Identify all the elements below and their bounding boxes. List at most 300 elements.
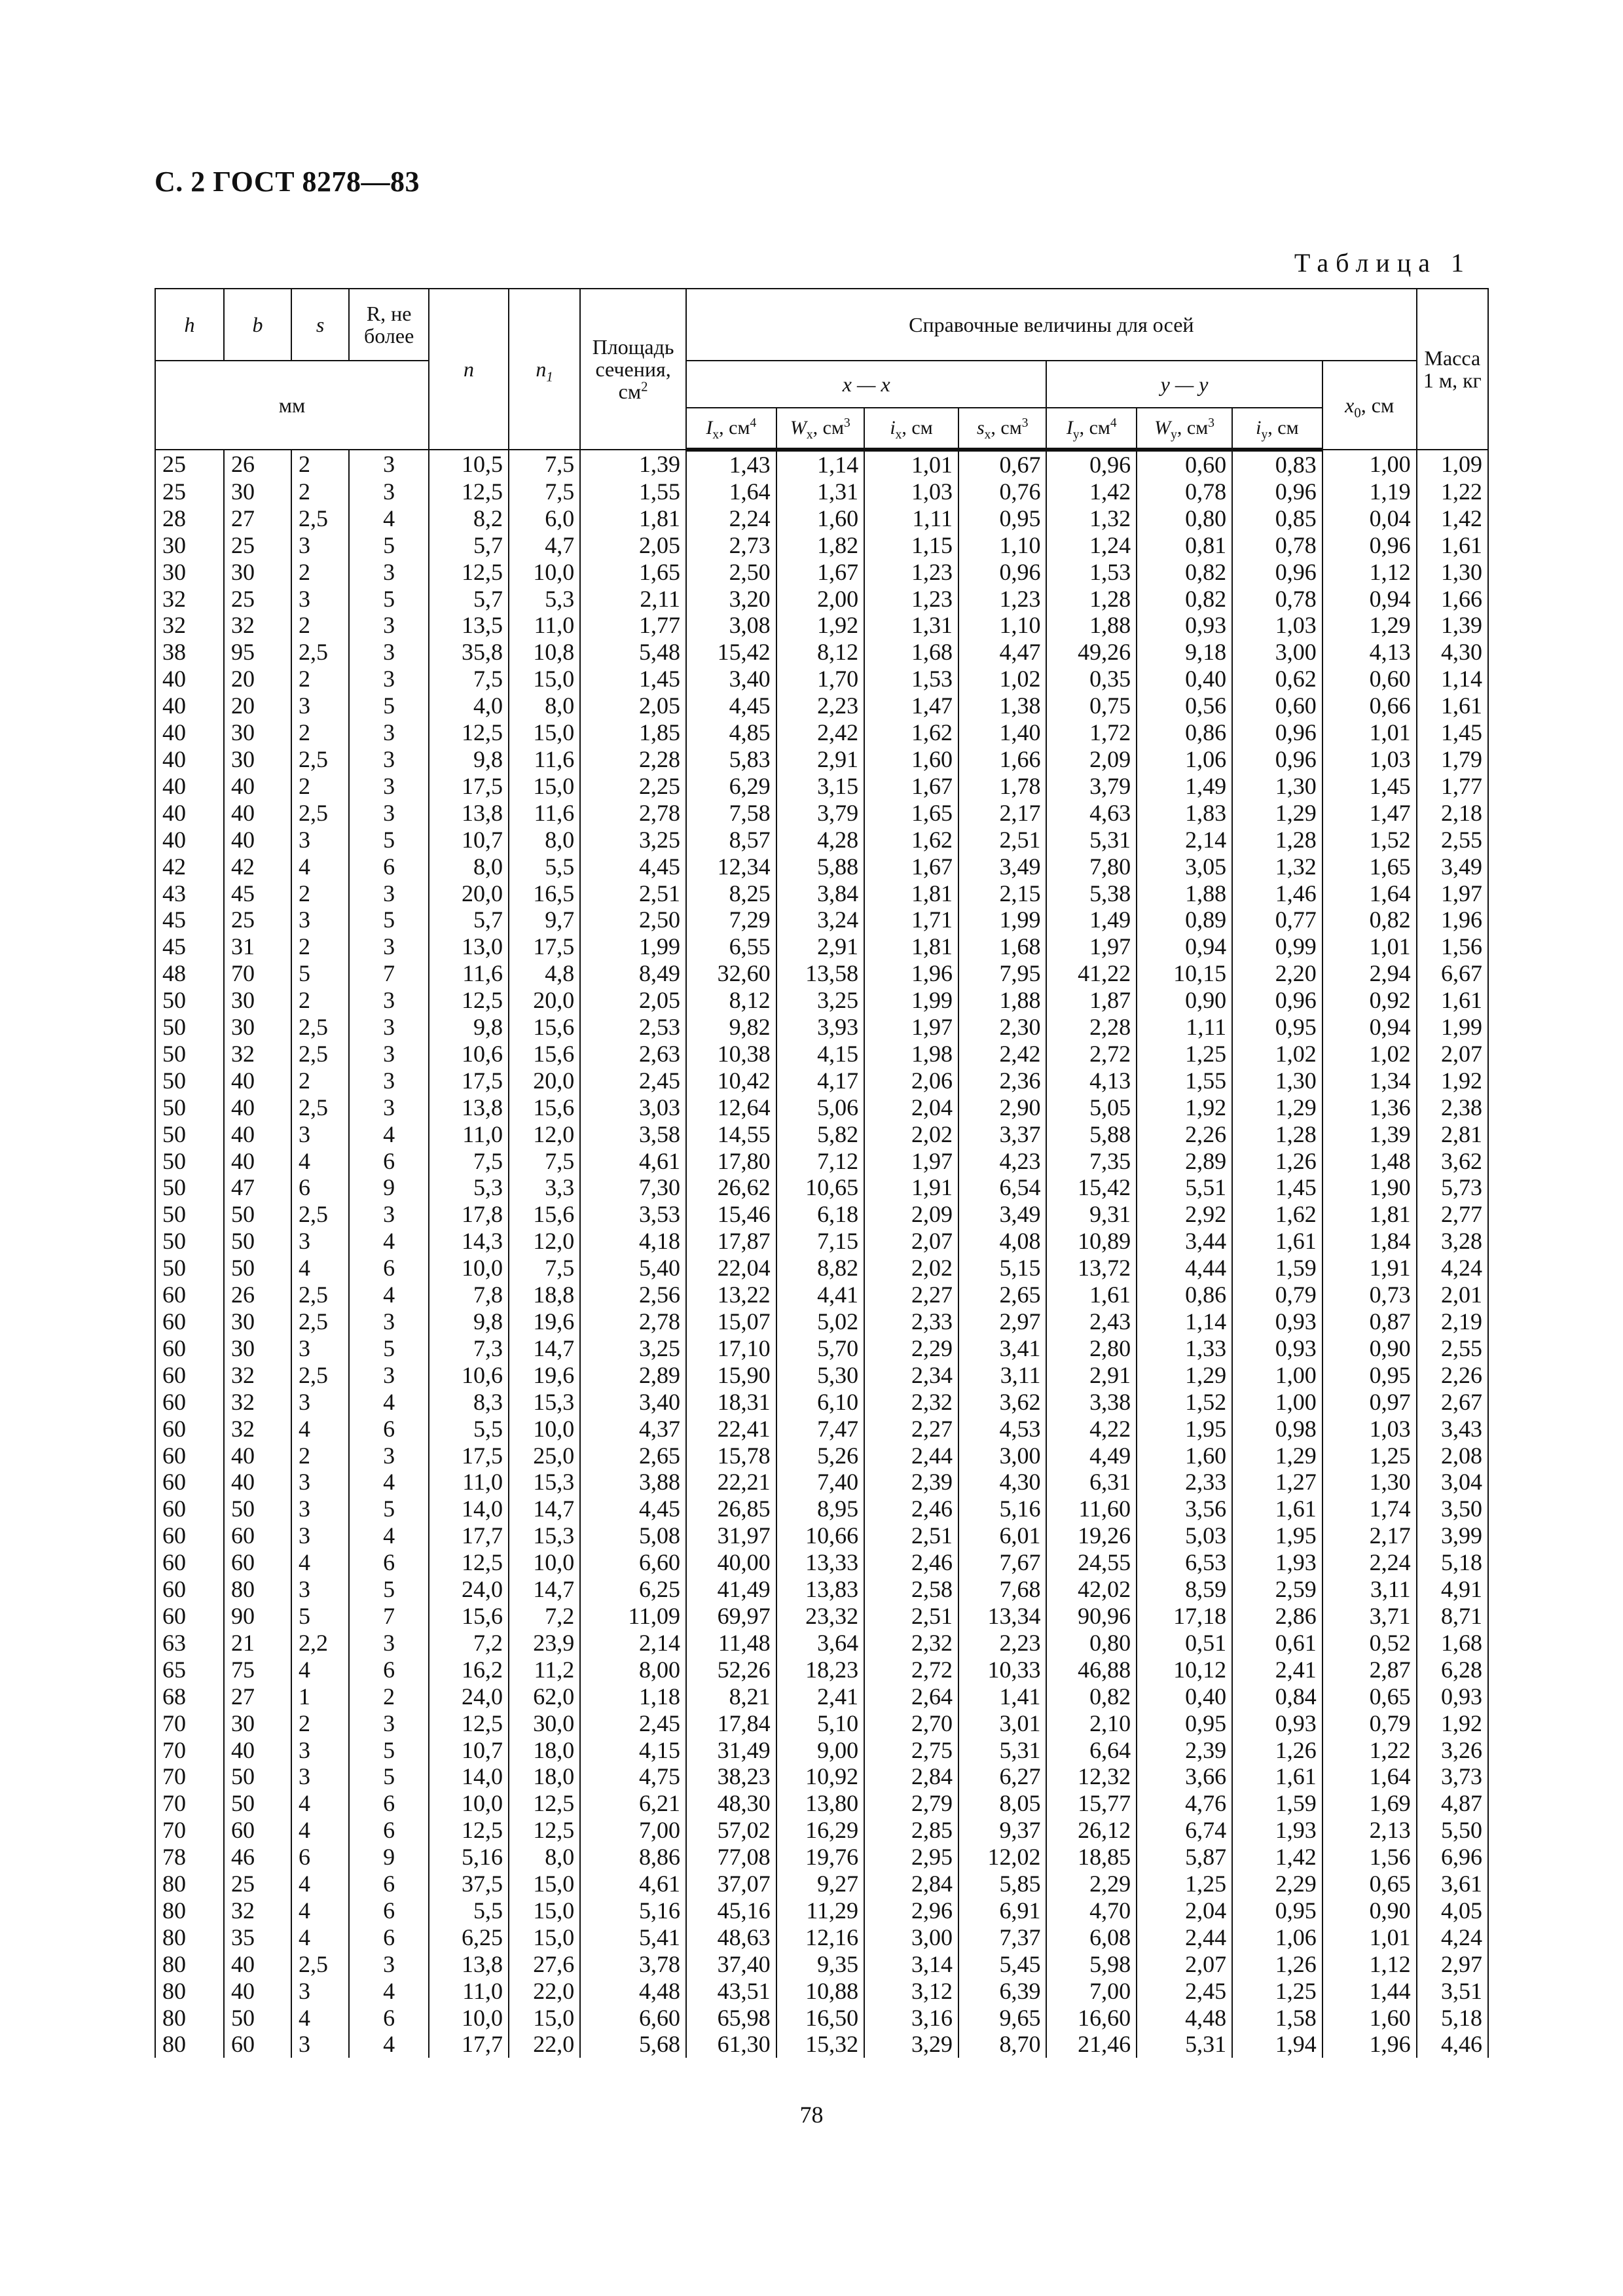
cell-wx: 5,88 [776, 853, 864, 880]
cell-ix-moment: 48,63 [686, 1924, 776, 1951]
cell-n: 9,8 [429, 1308, 509, 1335]
table-row [155, 1737, 1488, 1764]
cell-ix-moment: 69,97 [686, 1603, 776, 1630]
cell-n: 12,5 [429, 1549, 509, 1576]
cell-h: 80 [155, 2031, 224, 2058]
cell-x0: 2,94 [1322, 960, 1417, 987]
cell-b: 95 [224, 639, 291, 666]
cell-h: 70 [155, 1763, 224, 1790]
cell-s: 2 [291, 559, 349, 586]
cell-iy-radius: 0,84 [1232, 1683, 1322, 1710]
cell-r: 4 [349, 1228, 429, 1255]
cell-ix-moment: 13,22 [686, 1282, 776, 1308]
cell-iy-moment: 11,60 [1046, 1496, 1137, 1522]
cell-r: 3 [349, 450, 429, 478]
cell-wy: 1,33 [1137, 1335, 1232, 1362]
cell-ix-moment: 15,90 [686, 1362, 776, 1389]
cell-sx: 5,16 [958, 1496, 1046, 1522]
cell-iy-radius: 1,28 [1232, 1121, 1322, 1148]
cell-ix-radius: 2,84 [864, 1763, 958, 1790]
cell-mass: 1,61 [1417, 692, 1488, 719]
cell-iy-moment: 1,72 [1046, 719, 1137, 746]
cell-ix-radius: 2,79 [864, 1790, 958, 1817]
cell-wx: 10,65 [776, 1174, 864, 1201]
cell-s: 3 [291, 1335, 349, 1362]
cell-r: 6 [349, 853, 429, 880]
cell-s: 2,5 [291, 639, 349, 666]
cell-n: 7,3 [429, 1335, 509, 1362]
cell-iy-radius: 1,93 [1232, 1549, 1322, 1576]
cell-ix-radius: 2,02 [864, 1121, 958, 1148]
cell-b: 25 [224, 1871, 291, 1897]
cell-x0: 0,90 [1322, 1335, 1417, 1362]
cell-ix-moment: 8,57 [686, 827, 776, 853]
col-header-iy-moment-sup: 4 [1110, 416, 1117, 430]
cell-n1: 8,0 [509, 1844, 580, 1871]
cell-wy: 1,60 [1137, 1443, 1232, 1469]
cell-iy-moment: 1,24 [1046, 532, 1137, 559]
cell-s: 3 [291, 827, 349, 853]
cell-mass: 1,30 [1417, 559, 1488, 586]
table-row [155, 559, 1488, 586]
cell-wy: 0,90 [1137, 987, 1232, 1014]
cell-n: 9,8 [429, 1014, 509, 1041]
cell-b: 40 [224, 1978, 291, 2005]
col-header-iy-moment-sub: y [1072, 428, 1080, 442]
col-header-iy-radius-sym: i [1256, 417, 1262, 439]
cell-ix-radius: 2,27 [864, 1282, 958, 1308]
cell-x0: 1,03 [1322, 1416, 1417, 1443]
cell-h: 40 [155, 666, 224, 692]
table-row [155, 880, 1488, 907]
cell-x0: 1,30 [1322, 1469, 1417, 1496]
cell-b: 50 [224, 1255, 291, 1282]
table-row [155, 987, 1488, 1014]
cell-s: 3 [291, 906, 349, 933]
cell-n1: 9,7 [509, 906, 580, 933]
cell-n: 5,7 [429, 532, 509, 559]
cell-n1: 22,0 [509, 1978, 580, 2005]
cell-x0: 0,95 [1322, 1362, 1417, 1389]
cell-x0: 0,92 [1322, 987, 1417, 1014]
cell-wy: 0,40 [1137, 1683, 1232, 1710]
cell-wy: 0,40 [1137, 666, 1232, 692]
col-header-area-sup: 2 [641, 379, 648, 395]
cell-wy: 2,89 [1137, 1148, 1232, 1175]
cell-r: 3 [349, 933, 429, 960]
cell-iy-radius: 0,93 [1232, 1710, 1322, 1737]
table-row [155, 1335, 1488, 1362]
cell-iy-moment: 0,96 [1046, 450, 1137, 478]
cell-ix-moment: 12,34 [686, 853, 776, 880]
cell-wx: 8,82 [776, 1255, 864, 1282]
cell-x0: 1,00 [1322, 450, 1417, 478]
table-row [155, 719, 1488, 746]
cell-x0: 0,97 [1322, 1389, 1417, 1416]
col-header-iy-radius-sub: y [1261, 428, 1268, 442]
cell-ix-moment: 40,00 [686, 1549, 776, 1576]
cell-sx: 1,40 [958, 719, 1046, 746]
cell-ix-radius: 2,32 [864, 1630, 958, 1657]
cell-wy: 10,12 [1137, 1657, 1232, 1683]
cell-s: 2 [291, 450, 349, 478]
cell-area: 2,78 [580, 800, 686, 827]
cell-mass: 3,99 [1417, 1522, 1488, 1549]
cell-b: 30 [224, 719, 291, 746]
cell-b: 30 [224, 987, 291, 1014]
cell-iy-moment: 3,79 [1046, 773, 1137, 800]
cell-h: 30 [155, 532, 224, 559]
cell-n1: 18,0 [509, 1763, 580, 1790]
cell-ix-moment: 11,48 [686, 1630, 776, 1657]
cell-iy-moment: 1,87 [1046, 987, 1137, 1014]
cell-r: 6 [349, 1255, 429, 1282]
cell-s: 4 [291, 2005, 349, 2032]
cell-wx: 10,92 [776, 1763, 864, 1790]
cell-n: 10,7 [429, 1737, 509, 1764]
cell-ix-radius: 2,39 [864, 1469, 958, 1496]
cell-iy-moment: 16,60 [1046, 2005, 1137, 2032]
col-header-area-unit: см [618, 380, 642, 403]
cell-n: 14,0 [429, 1496, 509, 1522]
cell-wy: 1,92 [1137, 1094, 1232, 1121]
table-row [155, 1603, 1488, 1630]
cell-iy-radius: 0,96 [1232, 746, 1322, 773]
cell-h: 50 [155, 1255, 224, 1282]
cell-mass: 2,01 [1417, 1282, 1488, 1308]
cell-ix-radius: 1,99 [864, 987, 958, 1014]
cell-ix-radius: 2,44 [864, 1443, 958, 1469]
cell-x0: 0,52 [1322, 1630, 1417, 1657]
cell-b: 40 [224, 1737, 291, 1764]
cell-n: 10,0 [429, 2005, 509, 2032]
cell-wx: 13,33 [776, 1549, 864, 1576]
cell-n1: 15,3 [509, 1522, 580, 1549]
cell-x0: 1,44 [1322, 1978, 1417, 2005]
cell-n: 20,0 [429, 880, 509, 907]
cell-wx: 9,35 [776, 1951, 864, 1978]
cell-b: 31 [224, 933, 291, 960]
cell-iy-moment: 0,35 [1046, 666, 1137, 692]
cell-iy-moment: 1,97 [1046, 933, 1137, 960]
cell-wx: 5,82 [776, 1121, 864, 1148]
cell-ix-moment: 6,29 [686, 773, 776, 800]
cell-h: 40 [155, 746, 224, 773]
cell-ix-radius: 3,16 [864, 2005, 958, 2032]
table-caption: Таблица 1 [1294, 248, 1471, 278]
cell-area: 2,45 [580, 1710, 686, 1737]
cell-wx: 4,17 [776, 1067, 864, 1094]
cell-iy-moment: 5,98 [1046, 1951, 1137, 1978]
cell-sx: 2,30 [958, 1014, 1046, 1041]
cell-area: 3,88 [580, 1469, 686, 1496]
cell-b: 30 [224, 1710, 291, 1737]
col-header-ix-moment-sup: 4 [750, 416, 757, 430]
cell-r: 6 [349, 1549, 429, 1576]
col-header-wx-sub: x [806, 428, 813, 442]
cell-iy-moment: 2,29 [1046, 1871, 1137, 1897]
cell-sx: 6,27 [958, 1763, 1046, 1790]
cell-mass: 1,14 [1417, 666, 1488, 692]
cell-n: 12,5 [429, 1817, 509, 1844]
cell-iy-moment: 5,38 [1046, 880, 1137, 907]
cell-ix-radius: 2,07 [864, 1228, 958, 1255]
cell-sx: 1,38 [958, 692, 1046, 719]
col-header-sx-unit: , см [991, 417, 1022, 439]
cell-sx: 3,37 [958, 1121, 1046, 1148]
cell-iy-moment: 1,28 [1046, 586, 1137, 613]
cell-x0: 1,12 [1322, 559, 1417, 586]
cell-ix-radius: 2,29 [864, 1335, 958, 1362]
cell-r: 3 [349, 1951, 429, 1978]
cell-area: 1,65 [580, 559, 686, 586]
cell-iy-moment: 41,22 [1046, 960, 1137, 987]
cell-n: 17,7 [429, 1522, 509, 1549]
cell-s: 5 [291, 960, 349, 987]
cell-wy: 1,06 [1137, 746, 1232, 773]
cell-iy-radius: 1,58 [1232, 2005, 1322, 2032]
cell-iy-moment: 10,89 [1046, 1228, 1137, 1255]
cell-ix-radius: 1,91 [864, 1174, 958, 1201]
table-row [155, 2005, 1488, 2032]
cell-iy-moment: 1,42 [1046, 478, 1137, 505]
cell-r: 6 [349, 1897, 429, 1924]
cell-r: 3 [349, 666, 429, 692]
cell-b: 30 [224, 559, 291, 586]
cell-area: 1,45 [580, 666, 686, 692]
cell-wx: 10,88 [776, 1978, 864, 2005]
cell-iy-radius: 1,02 [1232, 1041, 1322, 1067]
cell-area: 11,09 [580, 1603, 686, 1630]
col-header-n: n [429, 289, 509, 450]
cell-ix-moment: 3,08 [686, 612, 776, 639]
cell-s: 2,5 [291, 1282, 349, 1308]
cell-ix-radius: 2,32 [864, 1389, 958, 1416]
cell-n1: 62,0 [509, 1683, 580, 1710]
cell-mass: 3,61 [1417, 1871, 1488, 1897]
cell-n1: 12,0 [509, 1228, 580, 1255]
cell-n1: 25,0 [509, 1443, 580, 1469]
cell-b: 40 [224, 1469, 291, 1496]
cell-area: 1,85 [580, 719, 686, 746]
cell-iy-moment: 0,82 [1046, 1683, 1137, 1710]
cell-r: 3 [349, 1710, 429, 1737]
cell-s: 2 [291, 880, 349, 907]
cell-sx: 0,76 [958, 478, 1046, 505]
cell-s: 4 [291, 1148, 349, 1175]
cell-h: 60 [155, 1469, 224, 1496]
page-header: С. 2 ГОСТ 8278—83 [155, 166, 420, 198]
cell-h: 65 [155, 1657, 224, 1683]
cell-h: 50 [155, 1094, 224, 1121]
cell-n1: 15,0 [509, 773, 580, 800]
cell-ix-moment: 3,20 [686, 586, 776, 613]
cell-n1: 15,3 [509, 1389, 580, 1416]
cell-n1: 15,0 [509, 1924, 580, 1951]
cell-s: 3 [291, 1496, 349, 1522]
cell-h: 50 [155, 1067, 224, 1094]
cell-b: 90 [224, 1603, 291, 1630]
cell-sx: 3,01 [958, 1710, 1046, 1737]
cell-wx: 3,24 [776, 906, 864, 933]
cell-n: 5,5 [429, 1416, 509, 1443]
cell-s: 4 [291, 1897, 349, 1924]
table-row [155, 1790, 1488, 1817]
cell-sx: 3,62 [958, 1389, 1046, 1416]
cell-ix-moment: 9,82 [686, 1014, 776, 1041]
cell-n1: 19,6 [509, 1308, 580, 1335]
cell-x0: 2,13 [1322, 1817, 1417, 1844]
cell-h: 50 [155, 1041, 224, 1067]
cell-ix-radius: 1,98 [864, 1041, 958, 1067]
cell-r: 3 [349, 800, 429, 827]
col-header-ix-moment [686, 408, 776, 450]
cell-mass: 1,22 [1417, 478, 1488, 505]
cell-wx: 12,16 [776, 1924, 864, 1951]
cell-sx: 4,08 [958, 1228, 1046, 1255]
cell-n: 13,0 [429, 933, 509, 960]
cell-wy: 4,48 [1137, 2005, 1232, 2032]
cell-n1: 17,5 [509, 933, 580, 960]
cell-wy: 0,86 [1137, 719, 1232, 746]
cell-n: 5,7 [429, 586, 509, 613]
cell-b: 30 [224, 746, 291, 773]
cell-r: 4 [349, 1121, 429, 1148]
cell-wy: 0,56 [1137, 692, 1232, 719]
cell-sx: 2,17 [958, 800, 1046, 827]
cell-n: 16,2 [429, 1657, 509, 1683]
cell-wy: 0,89 [1137, 906, 1232, 933]
table-row [155, 1443, 1488, 1469]
cell-n1: 15,0 [509, 666, 580, 692]
cell-n1: 15,6 [509, 1041, 580, 1067]
cell-sx: 3,49 [958, 1201, 1046, 1228]
cell-b: 32 [224, 1416, 291, 1443]
cell-n: 10,6 [429, 1041, 509, 1067]
cell-n: 17,7 [429, 2031, 509, 2058]
cell-wx: 19,76 [776, 1844, 864, 1871]
cell-sx: 2,97 [958, 1308, 1046, 1335]
cell-area: 2,25 [580, 773, 686, 800]
table-row [155, 1228, 1488, 1255]
cell-sx: 6,01 [958, 1522, 1046, 1549]
cell-r: 3 [349, 773, 429, 800]
cell-b: 80 [224, 1576, 291, 1603]
cell-wy: 0,93 [1137, 612, 1232, 639]
cell-iy-radius: 1,42 [1232, 1844, 1322, 1871]
cell-ix-radius: 2,70 [864, 1710, 958, 1737]
cell-s: 2 [291, 666, 349, 692]
cell-n1: 20,0 [509, 1067, 580, 1094]
cell-wy: 17,18 [1137, 1603, 1232, 1630]
cell-sx: 1,10 [958, 612, 1046, 639]
cell-sx: 12,02 [958, 1844, 1046, 1871]
cell-sx: 7,95 [958, 960, 1046, 987]
cell-iy-radius: 1,29 [1232, 1094, 1322, 1121]
table-row [155, 1657, 1488, 1683]
cell-mass: 2,77 [1417, 1201, 1488, 1228]
cell-ix-radius: 2,95 [864, 1844, 958, 1871]
cell-iy-moment: 0,75 [1046, 692, 1137, 719]
cell-b: 42 [224, 853, 291, 880]
cell-b: 40 [224, 1121, 291, 1148]
cell-wy: 0,80 [1137, 505, 1232, 532]
cell-h: 80 [155, 1871, 224, 1897]
cell-r: 6 [349, 1416, 429, 1443]
col-header-sx-sup: 3 [1021, 416, 1029, 430]
cell-r: 5 [349, 906, 429, 933]
cell-iy-radius: 1,94 [1232, 2031, 1322, 2058]
col-header-wx-unit: , см [812, 417, 844, 439]
cell-sx: 5,31 [958, 1737, 1046, 1764]
cell-iy-moment: 18,85 [1046, 1844, 1137, 1871]
table-row [155, 1121, 1488, 1148]
cell-n: 5,5 [429, 1897, 509, 1924]
cell-x0: 1,01 [1322, 719, 1417, 746]
cell-wx: 16,29 [776, 1817, 864, 1844]
cell-iy-moment: 6,64 [1046, 1737, 1137, 1764]
cell-area: 4,48 [580, 1978, 686, 2005]
cell-wy: 4,76 [1137, 1790, 1232, 1817]
cell-wy: 0,86 [1137, 1282, 1232, 1308]
cell-x0: 0,66 [1322, 692, 1417, 719]
cell-n1: 4,7 [509, 532, 580, 559]
col-header-axis-y: y — y [1046, 361, 1322, 408]
table-row [155, 1308, 1488, 1335]
cell-b: 40 [224, 800, 291, 827]
cell-iy-radius: 0,83 [1232, 450, 1322, 478]
cell-r: 3 [349, 880, 429, 907]
table-row [155, 666, 1488, 692]
cell-b: 40 [224, 1094, 291, 1121]
cell-mass: 3,62 [1417, 1148, 1488, 1175]
cell-s: 4 [291, 1657, 349, 1683]
cell-iy-radius: 2,41 [1232, 1657, 1322, 1683]
cell-n: 10,5 [429, 450, 509, 478]
cell-area: 2,05 [580, 532, 686, 559]
cell-x0: 1,64 [1322, 1763, 1417, 1790]
cell-mass: 8,71 [1417, 1603, 1488, 1630]
cell-area: 6,21 [580, 1790, 686, 1817]
col-header-ix-moment-sub: x [712, 428, 720, 442]
cell-sx: 3,00 [958, 1443, 1046, 1469]
cell-area: 2,45 [580, 1067, 686, 1094]
cell-r: 3 [349, 1630, 429, 1657]
table-row [155, 746, 1488, 773]
cell-iy-radius: 1,26 [1232, 1737, 1322, 1764]
cell-mass: 4,30 [1417, 639, 1488, 666]
cell-b: 25 [224, 906, 291, 933]
cell-s: 2 [291, 1710, 349, 1737]
cell-r: 3 [349, 1362, 429, 1389]
col-header-b: b [224, 289, 291, 361]
cell-b: 27 [224, 1683, 291, 1710]
cell-sx: 6,91 [958, 1897, 1046, 1924]
cell-iy-moment: 2,28 [1046, 1014, 1137, 1041]
cell-x0: 1,65 [1322, 853, 1417, 880]
cell-area: 5,16 [580, 1897, 686, 1924]
cell-x0: 0,90 [1322, 1897, 1417, 1924]
cell-sx: 2,65 [958, 1282, 1046, 1308]
cell-r: 3 [349, 559, 429, 586]
cell-sx: 4,53 [958, 1416, 1046, 1443]
cell-n1: 5,3 [509, 586, 580, 613]
cell-h: 80 [155, 2005, 224, 2032]
cell-mass: 2,26 [1417, 1362, 1488, 1389]
cell-n1: 18,0 [509, 1737, 580, 1764]
cell-ix-radius: 1,81 [864, 880, 958, 907]
cell-ix-radius: 1,47 [864, 692, 958, 719]
